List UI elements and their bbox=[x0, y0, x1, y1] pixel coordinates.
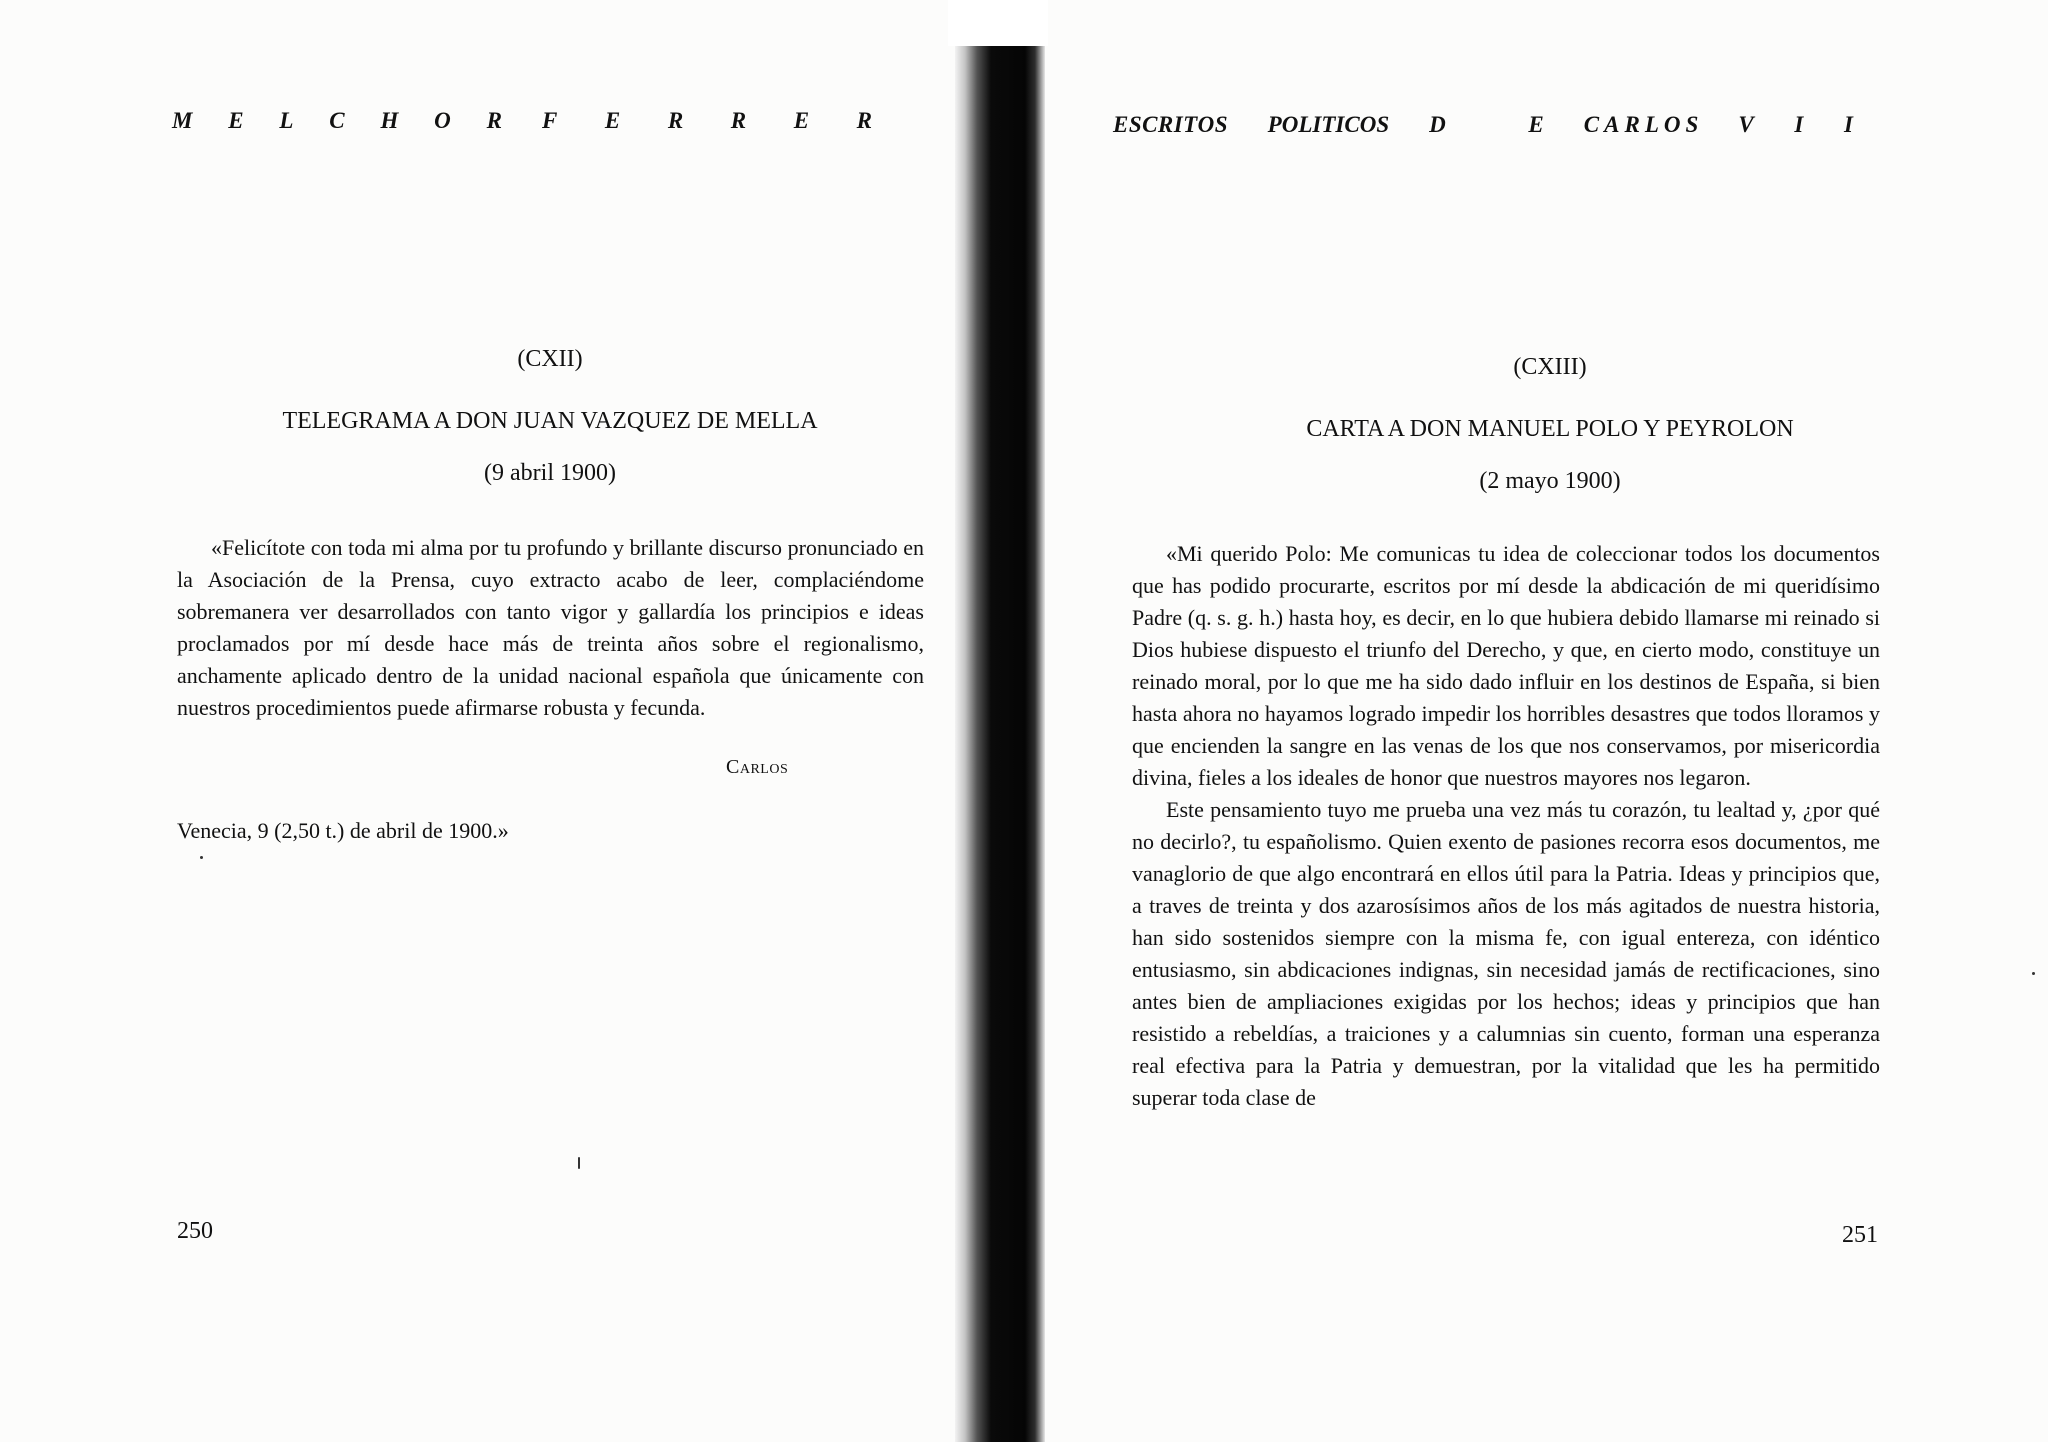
right-paragraph-2: Este pensamiento tuyo me prueba una vez más tu corazón, tu lealtad y, ¿por qué no decirlo?, tu españolismo. Quien exento de pasiones recorra esos documentos, me vanaglorio de que algo encontrará en ellos útil para la Patria. Ideas y principios que, a traves de treinta y dos azarosísimos años de los más agitados de nuestra historia, han sido sostenidos siempre con la misma fe, con igual entereza, con idéntico entusiasmo, sin abdicaciones indignas, sin necesidad jamás de rectificaciones, sino antes bien de ampliaciones exigidas por los hechos; ideas y principios que han resistido a rebeldías, a traiciones y a calumnias sin cuento, forman una esperanza real efectiva para la Patria y demuestran, por la vitalidad que les ha permitido superar toda clase de bbox=[1132, 797, 1880, 1110]
left-signoff: Venecia, 9 (2,50 t.) de abril de 1900.» bbox=[177, 818, 509, 843]
right-chapter-title: CARTA A DON MANUEL POLO Y PEYROLON bbox=[1306, 416, 1794, 442]
left-running-head: M E L C H O R F E R R E R bbox=[172, 108, 872, 133]
left-chapter-title: TELEGRAMA A DON JUAN VAZQUEZ DE MELLA bbox=[282, 408, 818, 434]
right-body-text bbox=[1132, 538, 1880, 1114]
left-page-number: 250 bbox=[177, 1218, 213, 1244]
right-paragraph-1: «Mi querido Polo: Me comunicas tu idea de coleccionar todos los documentos que has podido procurarte, escritos por mí desde la abdicación de mi queridísimo Padre (q. s. g. h.) hasta hoy, es decir, en lo que hubiera debido llamarse mi reinado si Dios hubiese dispuesto el triunfo del Derecho, y que, en cierto modo, constituye un reinado moral, por lo que me ha sido dado influir en los destinos de España, si bien hasta ahora no hayamos logrado impedir los horribles desastres que todos lloramos y que encienden la sangre en las venas de los que nos conservamos, por misericordia divina, fieles a los ideales de honor que nuestros mayores nos legaron. bbox=[1132, 541, 1880, 790]
left-signature: Carlos bbox=[726, 756, 789, 778]
left-chapter-number: (CXII) bbox=[517, 346, 583, 372]
right-chapter-number: (CXIII) bbox=[1513, 354, 1587, 380]
right-page-number: 251 bbox=[1842, 1222, 1878, 1248]
right-chapter-date: (2 mayo 1900) bbox=[1479, 468, 1621, 494]
left-body-text bbox=[177, 532, 924, 724]
scan-speck bbox=[578, 1157, 580, 1169]
left-paragraph: «Felicítote con toda mi alma por tu profundo y brillante discurso pronunciado en la Asociación de la Prensa, cuyo extracto acabo de leer, complaciéndome sobremanera ver desarrollados con tanto vigor y gallardía los principios e ideas proclamados por mí desde hace más de treinta años sobre el regionalismo, anchamente aplicado dentro de la unidad nacional española que únicamente con nuestros procedimientos puede afirmarse robusta y fecunda. bbox=[177, 535, 924, 720]
book-gutter-shadow bbox=[955, 0, 1045, 1442]
scan-speck bbox=[200, 856, 203, 859]
gutter-top-margin bbox=[948, 0, 1048, 46]
left-chapter-date: (9 abril 1900) bbox=[484, 460, 616, 486]
right-running-head: E S C R I T O S P O L I T I C O S D E C A R L O S V I I bbox=[1113, 112, 1853, 137]
scan-speck bbox=[2032, 972, 2035, 975]
